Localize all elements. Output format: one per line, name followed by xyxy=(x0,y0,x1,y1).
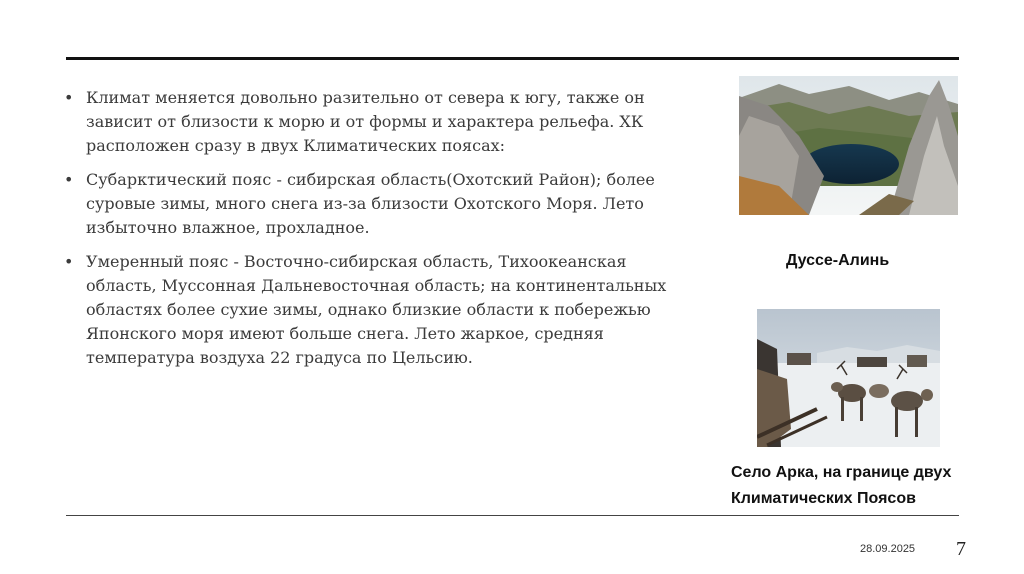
reindeer-village-photo xyxy=(757,309,940,447)
bullet-list xyxy=(62,86,682,380)
bullet-item xyxy=(62,250,682,370)
footer-rule xyxy=(66,515,959,516)
page-number: 7 xyxy=(956,538,966,560)
slide-date: 28.09.2025 xyxy=(860,543,916,555)
bullet-item xyxy=(62,86,682,158)
bullet-dot: • xyxy=(64,252,74,271)
bullet-dot: • xyxy=(64,88,74,107)
bullet-item xyxy=(62,168,682,240)
bullet-text: Климат меняется довольно разительно от севера к югу, также он зависит от близости к морю и от формы и характера рельефа. ХК расположен сразу в двух Климатических поясах: xyxy=(86,88,645,155)
mountain-lake-photo xyxy=(739,76,958,215)
bullet-dot: • xyxy=(64,170,74,189)
photo1-caption: Дуссе-Алинь xyxy=(786,252,890,269)
bullet-text: Субарктический пояс - сибирская область(Охотский Район); более суровые зимы, много снега из-за близости Охотского Моря. Лето избыточно влажное, прохладное. xyxy=(86,170,655,237)
title-rule xyxy=(66,57,959,60)
bullet-text: Умеренный пояс - Восточно-сибирская область, Тихоокеанская область, Муссонная Дальневосточная область; на континентальных областях более сухие зимы, однако близкие области к побережью Японского моря имеют больше снега. Лето жаркое, средняя температура воздуха 22 градуса по Цельсию. xyxy=(86,252,667,367)
photo2-caption: Село Арка, на границе двух Климатических Поясов xyxy=(731,464,952,507)
